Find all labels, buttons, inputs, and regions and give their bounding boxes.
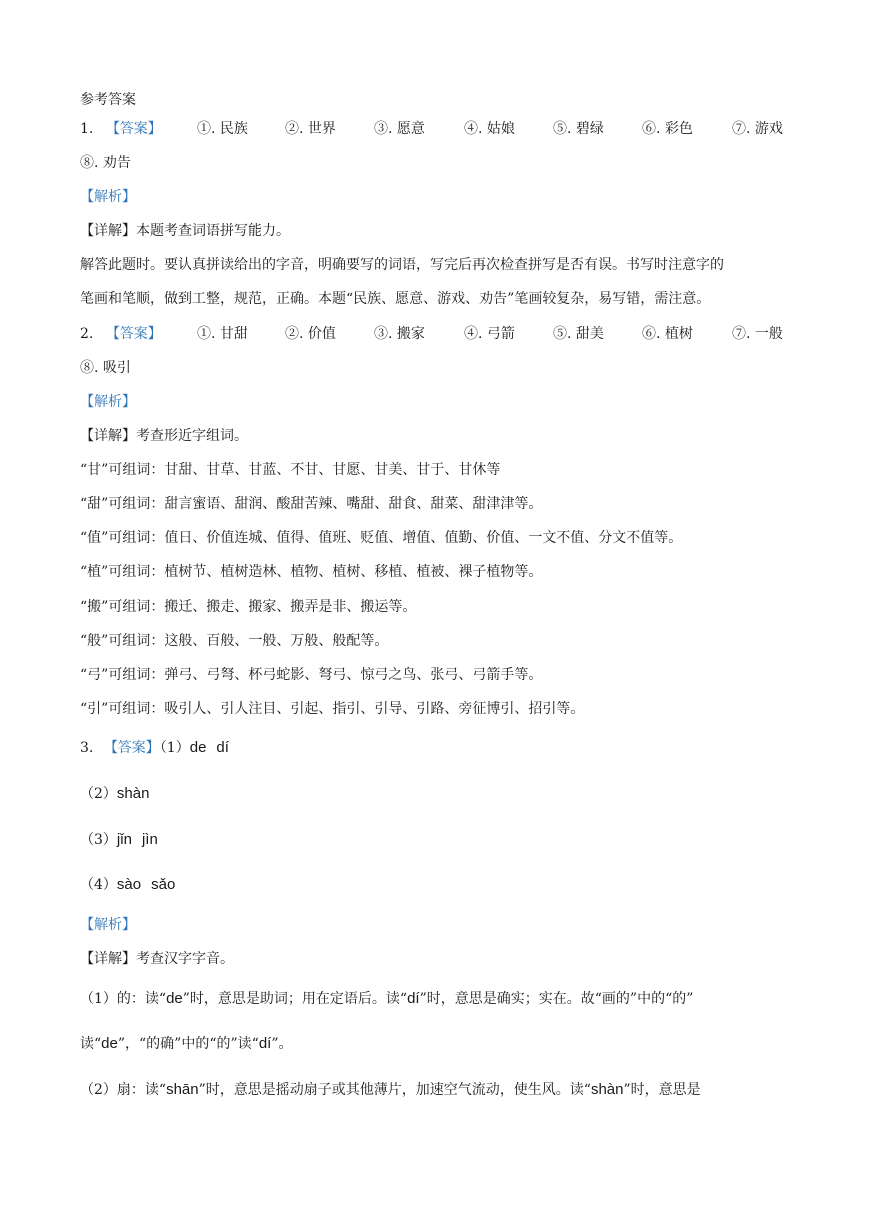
q2-word-line: “甘”可组词：甘甜、甘草、甘蓝、不甘、甘愿、甘美、甘于、甘休等 <box>80 462 501 478</box>
q1-detail-tag: 【详解】 <box>80 223 136 239</box>
q2-option-1: ①. 甘甜 <box>197 326 248 342</box>
q2-option-8: ⑧. 吸引 <box>80 360 131 376</box>
q1-answer-tag: 【答案】 <box>105 121 162 137</box>
q3-analysis-tag: 【解析】 <box>80 917 136 933</box>
q1-analysis-tag: 【解析】 <box>80 189 136 205</box>
q3-answer-line <box>80 738 229 758</box>
q3-explanation-1-text-b: ”时，意思是助词；用在定语后。读“ <box>182 991 408 1007</box>
q1-option-7: ⑦. 游戏 <box>732 121 783 137</box>
q3-explanation-3-text-b: ”时，意思是摇动扇子或其他薄片，加速空气流动，使生风。读“ <box>198 1082 591 1098</box>
q2-option-2: ②. 价值 <box>285 326 336 342</box>
q2-option-7: ⑦. 一般 <box>732 326 783 342</box>
q3-explanation-2-text-a: 读“ <box>80 1036 102 1052</box>
q3-answer-2 <box>80 784 149 804</box>
q3-explanation-3-pinyin-2: shàn <box>590 1081 624 1098</box>
q2-word-line: “引”可组词：吸引人、引人注目、引起、指引、引导、引路、旁征博引、招引等。 <box>80 701 585 717</box>
q1-paragraph-1: 解答此题时。要认真拼读给出的字音，明确要写的词语，写完后再次检查拼写是否有误。书写时注意字的 <box>80 257 724 273</box>
q2-word-line: “弓”可组词：弹弓、弓弩、杯弓蛇影、弩弓、惊弓之鸟、张弓、弓箭手等。 <box>80 667 543 683</box>
q2-detail-text: 考查形近字组词。 <box>136 428 248 444</box>
q2-detail-tag: 【详解】 <box>80 428 136 444</box>
q3-explanation-2-pinyin-1: de <box>101 1035 118 1052</box>
q1-answer-line <box>80 119 783 139</box>
q1-paragraph-2: 笔画和笔顺，做到工整，规范，正确。本题“民族、愿意、游戏、劝告”笔画较复杂，易写错，需注意。 <box>80 291 711 307</box>
q3-answer-2-pinyin: shàn <box>116 785 150 802</box>
page-heading: 参考答案 <box>80 92 136 108</box>
q2-analysis-tag: 【解析】 <box>80 394 136 410</box>
q2-word-line: “般”可组词：这般、百般、一般、万般、般配等。 <box>80 633 389 649</box>
q3-answer-3-label: （3） <box>80 832 117 848</box>
q3-answer-3-pinyin-1: jǐn <box>116 831 132 848</box>
q3-answer-1-pinyin-1: de <box>189 739 207 756</box>
q2-detail <box>80 426 248 446</box>
q1-option-8: ⑧. 劝告 <box>80 155 131 171</box>
q3-explanation-1-text-a: （1）的：读“ <box>80 991 167 1007</box>
q3-answer-4-label: （4） <box>80 877 117 893</box>
q3-detail-tag: 【详解】 <box>80 951 136 967</box>
q2-number: 2. <box>80 326 94 342</box>
q2-option-4: ④. 弓箭 <box>464 326 515 342</box>
q3-answer-2-label: （2） <box>80 786 117 802</box>
q3-answer-1-pinyin-2: dí <box>216 739 229 756</box>
q3-explanation-1-pinyin-1: de <box>166 990 183 1007</box>
q3-explanation-2-text-c: ”。 <box>271 1036 293 1052</box>
q3-answer-3-pinyin-2: jìn <box>141 831 158 848</box>
q1-number: 1. <box>80 121 94 137</box>
q1-detail <box>80 221 290 241</box>
q3-answer-3 <box>80 830 158 850</box>
q3-answer-4-pinyin-1: sào <box>116 876 142 893</box>
q1-detail-text: 本题考查词语拼写能力。 <box>136 223 290 239</box>
q3-explanation-1-pinyin-2: dí <box>407 990 420 1007</box>
q2-answer-tag: 【答案】 <box>105 326 162 342</box>
q3-detail-text: 考查汉字字音。 <box>136 951 234 967</box>
q3-explanation-3-pinyin-1: shān <box>166 1081 199 1098</box>
q3-answer-4 <box>80 875 175 895</box>
q3-explanation-2-pinyin-2: dí <box>258 1035 272 1052</box>
q2-option-3: ③. 搬家 <box>374 326 425 342</box>
q2-option-6: ⑥. 植树 <box>642 326 693 342</box>
q3-explanation-3 <box>80 1080 701 1100</box>
q1-option-4: ④. 姑娘 <box>464 121 515 137</box>
q3-explanation-2-text-b: ”，“的确”中的“的”读“ <box>117 1036 259 1052</box>
q2-option-5: ⑤. 甜美 <box>553 326 604 342</box>
q2-word-line: “植”可组词：植树节、植树造林、植物、植树、移植、植被、裸子植物等。 <box>80 564 543 580</box>
q1-option-6: ⑥. 彩色 <box>642 121 693 137</box>
q1-option-3: ③. 愿意 <box>374 121 425 137</box>
q1-option-5: ⑤. 碧绿 <box>553 121 604 137</box>
q2-word-line: “甜”可组词：甜言蜜语、甜润、酸甜苦辣、嘴甜、甜食、甜菜、甜津津等。 <box>80 496 543 512</box>
q3-explanation-3-text-a: （2）扇：读“ <box>80 1082 167 1098</box>
q3-explanation-2 <box>80 1034 293 1054</box>
q2-answer-line <box>80 324 783 344</box>
q3-number: 3. <box>80 740 94 756</box>
q3-detail <box>80 949 234 969</box>
q2-word-line: “搬”可组词：搬迁、搬走、搬家、搬弄是非、搬运等。 <box>80 599 417 615</box>
q3-answer-tag: 【答案】 <box>103 740 160 756</box>
q3-answer-4-pinyin-2: sǎo <box>151 876 176 893</box>
q1-option-2: ②. 世界 <box>285 121 336 137</box>
q3-answer-1-label: （1） <box>159 740 190 756</box>
q3-explanation-3-text-c: ”时，意思是 <box>623 1082 701 1098</box>
q3-explanation-1 <box>80 989 693 1009</box>
q1-option-1: ①. 民族 <box>197 121 248 137</box>
q2-word-line: “值”可组词：值日、价值连城、值得、值班、贬值、增值、值勤、价值、一文不值、分文不值等。 <box>80 530 683 546</box>
q3-explanation-1-text-c: ”时，意思是确实；实在。故“画的”中的“的” <box>419 991 694 1007</box>
